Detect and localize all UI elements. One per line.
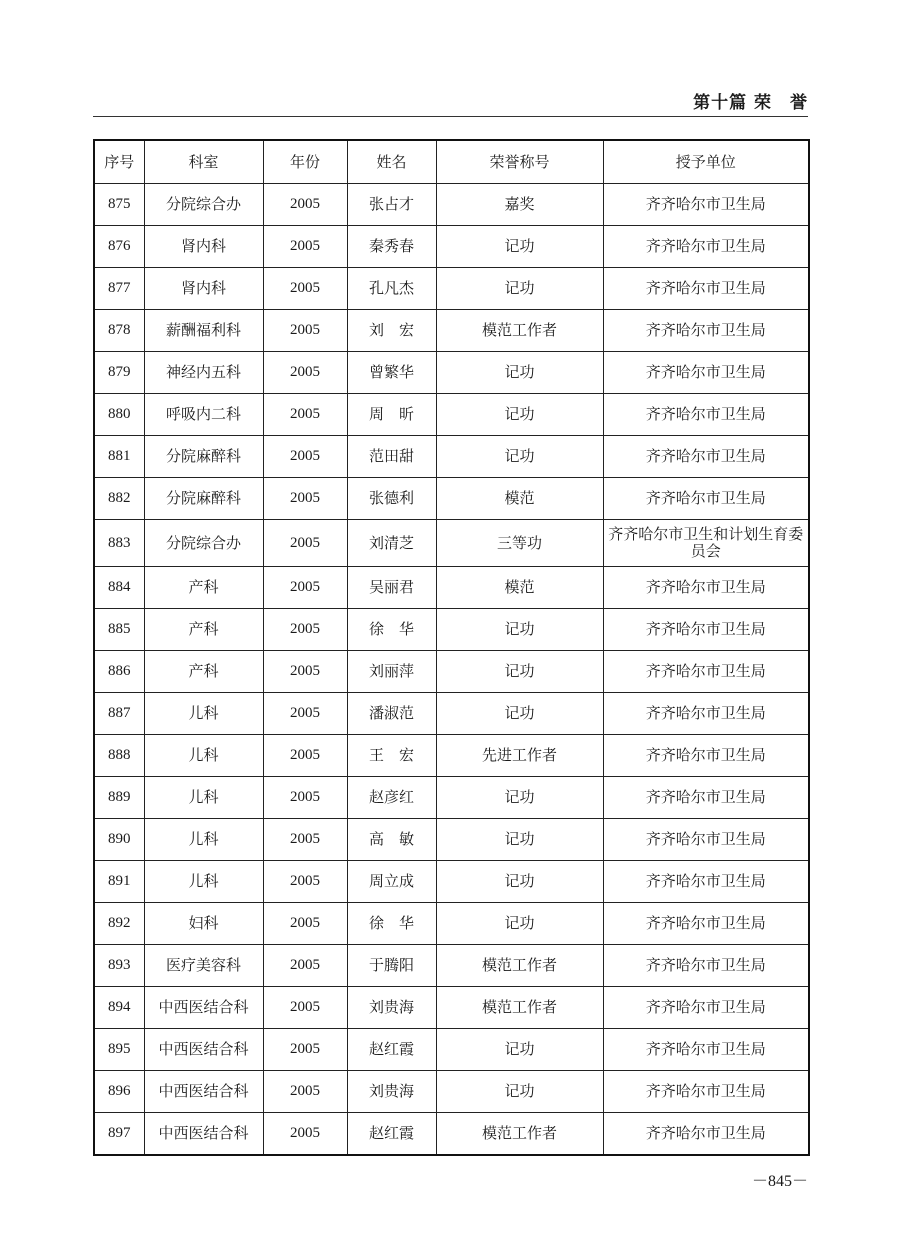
- cell-department: 儿科: [144, 819, 263, 861]
- table-row: [94, 567, 809, 609]
- cell-honor: 记功: [436, 777, 603, 819]
- cell-department: 分院麻醉科: [144, 478, 263, 520]
- cell-honor: 记功: [436, 436, 603, 478]
- column-header-index: 序号: [94, 140, 144, 184]
- cell-department: 分院综合办: [144, 184, 263, 226]
- cell-index: 885: [94, 609, 144, 651]
- cell-index: 892: [94, 903, 144, 945]
- table-row: [94, 394, 809, 436]
- cell-honor: 模范工作者: [436, 987, 603, 1029]
- cell-index: 878: [94, 310, 144, 352]
- cell-index: 895: [94, 1029, 144, 1071]
- cell-name: 张德利: [347, 478, 436, 520]
- page-number: －845－: [751, 1173, 808, 1190]
- cell-name: 赵彦红: [347, 777, 436, 819]
- table-row: [94, 987, 809, 1029]
- table-row: [94, 903, 809, 945]
- cell-index: 897: [94, 1113, 144, 1156]
- cell-granting-unit: 齐齐哈尔市卫生局: [603, 903, 809, 945]
- table-row: [94, 520, 809, 567]
- cell-year: 2005: [263, 310, 347, 352]
- cell-name: 赵红霞: [347, 1113, 436, 1156]
- cell-honor: 模范工作者: [436, 1113, 603, 1156]
- cell-year: 2005: [263, 268, 347, 310]
- cell-year: 2005: [263, 735, 347, 777]
- table-row: [94, 693, 809, 735]
- table-row: [94, 861, 809, 903]
- cell-index: 880: [94, 394, 144, 436]
- table-row: [94, 609, 809, 651]
- cell-year: 2005: [263, 394, 347, 436]
- cell-honor: 记功: [436, 861, 603, 903]
- cell-granting-unit: 齐齐哈尔市卫生局: [603, 478, 809, 520]
- cell-honor: 记功: [436, 903, 603, 945]
- cell-granting-unit: 齐齐哈尔市卫生局: [603, 567, 809, 609]
- cell-index: 876: [94, 226, 144, 268]
- cell-granting-unit: 齐齐哈尔市卫生局: [603, 310, 809, 352]
- cell-honor: 记功: [436, 609, 603, 651]
- cell-year: 2005: [263, 1113, 347, 1156]
- cell-year: 2005: [263, 693, 347, 735]
- cell-department: 医疗美容科: [144, 945, 263, 987]
- table-row: [94, 735, 809, 777]
- cell-year: 2005: [263, 903, 347, 945]
- cell-index: 888: [94, 735, 144, 777]
- cell-index: 879: [94, 352, 144, 394]
- cell-index: 890: [94, 819, 144, 861]
- cell-name: 范田甜: [347, 436, 436, 478]
- cell-granting-unit: 齐齐哈尔市卫生局: [603, 226, 809, 268]
- cell-granting-unit: 齐齐哈尔市卫生局: [603, 609, 809, 651]
- cell-honor: 模范工作者: [436, 310, 603, 352]
- cell-year: 2005: [263, 987, 347, 1029]
- cell-index: 886: [94, 651, 144, 693]
- cell-granting-unit: 齐齐哈尔市卫生局: [603, 352, 809, 394]
- table-row: [94, 478, 809, 520]
- cell-honor: 记功: [436, 394, 603, 436]
- cell-name: 秦秀春: [347, 226, 436, 268]
- cell-index: 884: [94, 567, 144, 609]
- cell-name: 赵红霞: [347, 1029, 436, 1071]
- cell-year: 2005: [263, 1029, 347, 1071]
- cell-index: 882: [94, 478, 144, 520]
- cell-granting-unit: 齐齐哈尔市卫生局: [603, 394, 809, 436]
- cell-name: 徐 华: [347, 903, 436, 945]
- cell-index: 894: [94, 987, 144, 1029]
- cell-honor: 记功: [436, 226, 603, 268]
- table-row: [94, 1071, 809, 1113]
- cell-name: 孔凡杰: [347, 268, 436, 310]
- table-row: [94, 777, 809, 819]
- cell-year: 2005: [263, 651, 347, 693]
- cell-department: 肾内科: [144, 226, 263, 268]
- cell-name: 王 宏: [347, 735, 436, 777]
- cell-name: 周立成: [347, 861, 436, 903]
- cell-granting-unit: 齐齐哈尔市卫生局: [603, 651, 809, 693]
- cell-year: 2005: [263, 777, 347, 819]
- cell-honor: 嘉奖: [436, 184, 603, 226]
- cell-name: 刘丽萍: [347, 651, 436, 693]
- cell-granting-unit: 齐齐哈尔市卫生局: [603, 1029, 809, 1071]
- cell-name: 周 昕: [347, 394, 436, 436]
- cell-year: 2005: [263, 184, 347, 226]
- cell-department: 儿科: [144, 777, 263, 819]
- table-row: [94, 268, 809, 310]
- cell-granting-unit: 齐齐哈尔市卫生局: [603, 945, 809, 987]
- cell-name: 徐 华: [347, 609, 436, 651]
- honors-table: [93, 139, 810, 1156]
- cell-department: 产科: [144, 651, 263, 693]
- cell-name: 高 敏: [347, 819, 436, 861]
- cell-department: 儿科: [144, 861, 263, 903]
- table-body: [94, 184, 809, 1156]
- table-header-row: [94, 140, 809, 184]
- cell-name: 潘淑范: [347, 693, 436, 735]
- cell-honor: 先进工作者: [436, 735, 603, 777]
- cell-department: 薪酬福利科: [144, 310, 263, 352]
- cell-granting-unit: 齐齐哈尔市卫生局: [603, 268, 809, 310]
- cell-name: 刘 宏: [347, 310, 436, 352]
- cell-department: 儿科: [144, 735, 263, 777]
- cell-index: 881: [94, 436, 144, 478]
- column-header-year: 年份: [263, 140, 347, 184]
- cell-year: 2005: [263, 226, 347, 268]
- cell-index: 896: [94, 1071, 144, 1113]
- table-row: [94, 819, 809, 861]
- column-header-granting-unit: 授予单位: [603, 140, 809, 184]
- cell-index: 875: [94, 184, 144, 226]
- column-header-name: 姓名: [347, 140, 436, 184]
- cell-granting-unit: 齐齐哈尔市卫生和计划生育委员会: [603, 520, 809, 567]
- cell-department: 儿科: [144, 693, 263, 735]
- cell-honor: 三等功: [436, 520, 603, 567]
- cell-granting-unit: 齐齐哈尔市卫生局: [603, 1071, 809, 1113]
- cell-granting-unit: 齐齐哈尔市卫生局: [603, 436, 809, 478]
- cell-granting-unit: 齐齐哈尔市卫生局: [603, 861, 809, 903]
- cell-granting-unit: 齐齐哈尔市卫生局: [603, 735, 809, 777]
- cell-granting-unit: 齐齐哈尔市卫生局: [603, 1113, 809, 1156]
- cell-name: 刘贵海: [347, 987, 436, 1029]
- cell-year: 2005: [263, 609, 347, 651]
- cell-name: 吴丽君: [347, 567, 436, 609]
- cell-honor: 记功: [436, 693, 603, 735]
- cell-department: 肾内科: [144, 268, 263, 310]
- cell-index: 887: [94, 693, 144, 735]
- cell-department: 产科: [144, 609, 263, 651]
- column-header-department: 科室: [144, 140, 263, 184]
- cell-honor: 记功: [436, 651, 603, 693]
- table-row: [94, 651, 809, 693]
- cell-granting-unit: 齐齐哈尔市卫生局: [603, 184, 809, 226]
- running-title: 第十篇 荣 誉: [693, 93, 808, 113]
- cell-index: 893: [94, 945, 144, 987]
- table-row: [94, 310, 809, 352]
- cell-granting-unit: 齐齐哈尔市卫生局: [603, 987, 809, 1029]
- cell-index: 889: [94, 777, 144, 819]
- cell-department: 中西医结合科: [144, 987, 263, 1029]
- cell-honor: 模范: [436, 478, 603, 520]
- cell-department: 中西医结合科: [144, 1071, 263, 1113]
- table-row: [94, 352, 809, 394]
- cell-name: 张占才: [347, 184, 436, 226]
- cell-department: 神经内五科: [144, 352, 263, 394]
- cell-department: 呼吸内二科: [144, 394, 263, 436]
- cell-honor: 记功: [436, 352, 603, 394]
- cell-department: 产科: [144, 567, 263, 609]
- header-rule: [93, 116, 808, 117]
- cell-name: 曾繁华: [347, 352, 436, 394]
- table-row: [94, 945, 809, 987]
- table-row: [94, 1113, 809, 1156]
- cell-year: 2005: [263, 478, 347, 520]
- cell-year: 2005: [263, 567, 347, 609]
- cell-granting-unit: 齐齐哈尔市卫生局: [603, 693, 809, 735]
- cell-year: 2005: [263, 1071, 347, 1113]
- cell-name: 于腾阳: [347, 945, 436, 987]
- cell-year: 2005: [263, 352, 347, 394]
- cell-honor: 记功: [436, 1029, 603, 1071]
- cell-honor: 记功: [436, 819, 603, 861]
- table-row: [94, 226, 809, 268]
- cell-department: 妇科: [144, 903, 263, 945]
- cell-year: 2005: [263, 945, 347, 987]
- cell-index: 891: [94, 861, 144, 903]
- cell-department: 中西医结合科: [144, 1113, 263, 1156]
- cell-granting-unit: 齐齐哈尔市卫生局: [603, 819, 809, 861]
- cell-honor: 模范工作者: [436, 945, 603, 987]
- cell-year: 2005: [263, 819, 347, 861]
- cell-honor: 记功: [436, 1071, 603, 1113]
- cell-year: 2005: [263, 861, 347, 903]
- cell-honor: 模范: [436, 567, 603, 609]
- table-row: [94, 184, 809, 226]
- column-header-honor: 荣誉称号: [436, 140, 603, 184]
- cell-index: 877: [94, 268, 144, 310]
- cell-department: 分院麻醉科: [144, 436, 263, 478]
- cell-year: 2005: [263, 520, 347, 567]
- cell-name: 刘清芝: [347, 520, 436, 567]
- cell-department: 中西医结合科: [144, 1029, 263, 1071]
- table-row: [94, 1029, 809, 1071]
- cell-index: 883: [94, 520, 144, 567]
- cell-honor: 记功: [436, 268, 603, 310]
- cell-name: 刘贵海: [347, 1071, 436, 1113]
- cell-year: 2005: [263, 436, 347, 478]
- cell-granting-unit: 齐齐哈尔市卫生局: [603, 777, 809, 819]
- table-row: [94, 436, 809, 478]
- cell-department: 分院综合办: [144, 520, 263, 567]
